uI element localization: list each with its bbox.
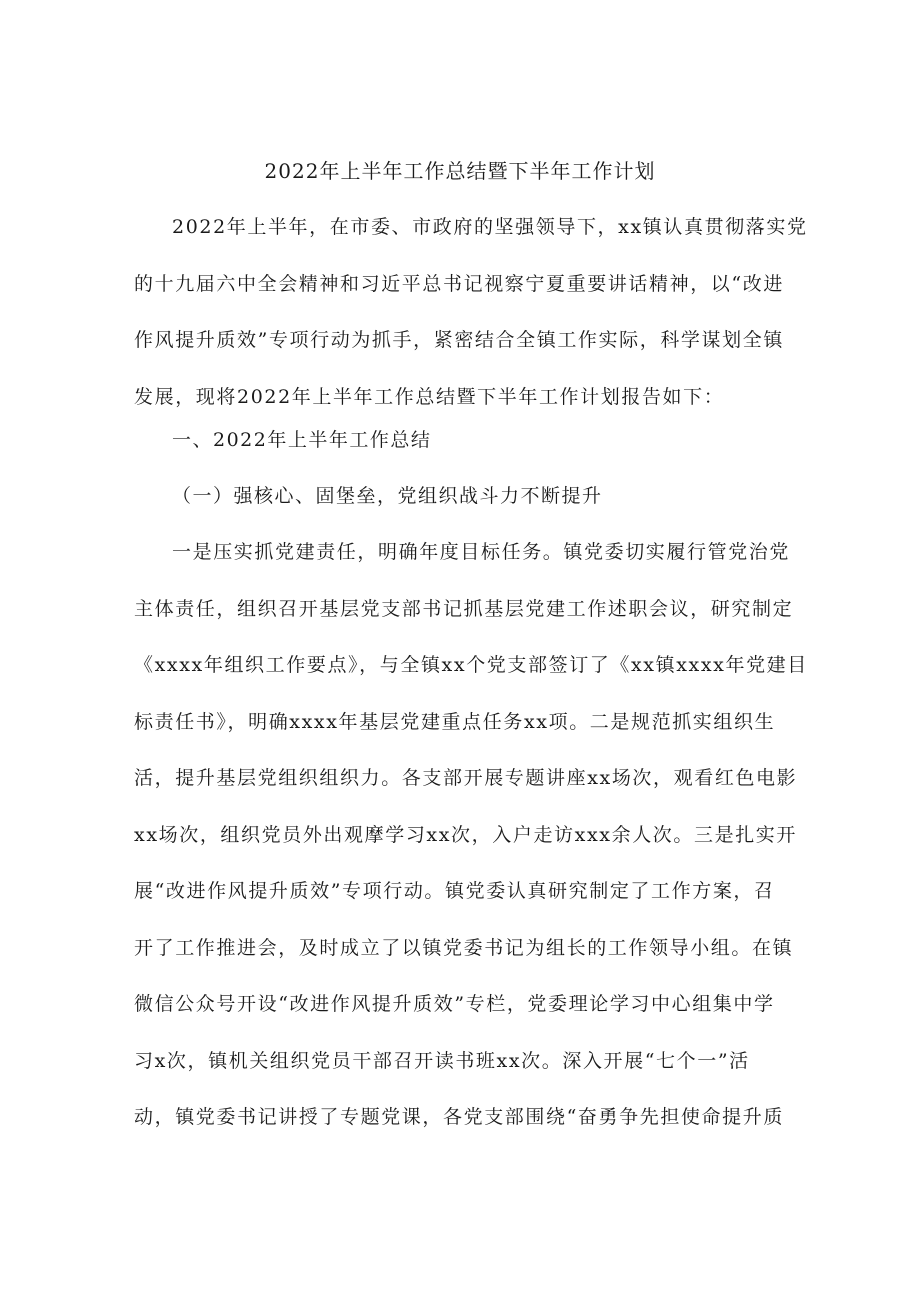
body-line: 活，提升基层党组织组织力。各支部开展专题讲座xx场次，观看红色电影 — [134, 767, 798, 789]
intro-line: 2022年上半年，在市委、市政府的坚强领导下，xx镇认真贯彻落实党 — [172, 216, 808, 238]
intro-line: 发展，现将2022年上半年工作总结暨下半年工作计划报告如下： — [134, 385, 725, 408]
body-line: 主体责任，组织召开基层党支部书记抓基层党建工作述职会议，研究制定 — [134, 597, 794, 620]
body-line: 标责任书》，明确xxxx年基层党建重点任务xx项。二是规范抓实组织生 — [134, 710, 776, 733]
intro-line: 作风提升质效”专项行动为抓手，紧密结合全镇工作实际，科学谋划全镇 — [134, 329, 784, 351]
intro-line: 的十九届六中全会精神和习近平总书记视察宁夏重要讲话精神，以“改进 — [134, 272, 784, 295]
intro-paragraph — [134, 199, 808, 425]
body-line: 动，镇党委书记讲授了专题党课，各党支部围绕“奋勇争先担使命提升质 — [134, 1106, 784, 1128]
section-heading: 一、2022年上半年工作总结 — [172, 429, 432, 451]
sub-heading: （一）强核心、固堡垒，党组织战斗力不断提升 — [172, 485, 603, 507]
body-line: 《xxxx年组织工作要点》，与全镇xx个党支部签订了《xx镇xxxx年党建目 — [134, 654, 808, 676]
body-line: 一是压实抓党建责任，明确年度目标任务。镇党委切实履行管党治党 — [172, 541, 791, 563]
body-line: xx场次，组织党员外出观摩学习xx次，入户走访xxx余人次。三是扎实开 — [134, 823, 798, 846]
document-title: 2022年上半年工作总结暨下半年工作计划 — [264, 159, 656, 183]
body-line: 开了工作推进会，及时成立了以镇党委书记为组长的工作领导小组。在镇 — [134, 936, 794, 959]
body-line: 展“改进作风提升质效”专项行动。镇党委认真研究制定了工作方案，召 — [134, 880, 775, 902]
body-line: 微信公众号开设“改进作风提升质效”专栏，党委理论学习中心组集中学 — [134, 993, 775, 1015]
body-line: 习x次，镇机关组织党员干部召开读书班xx次。深入开展“七个一”活 — [134, 1049, 750, 1072]
body-paragraph — [134, 524, 808, 1146]
